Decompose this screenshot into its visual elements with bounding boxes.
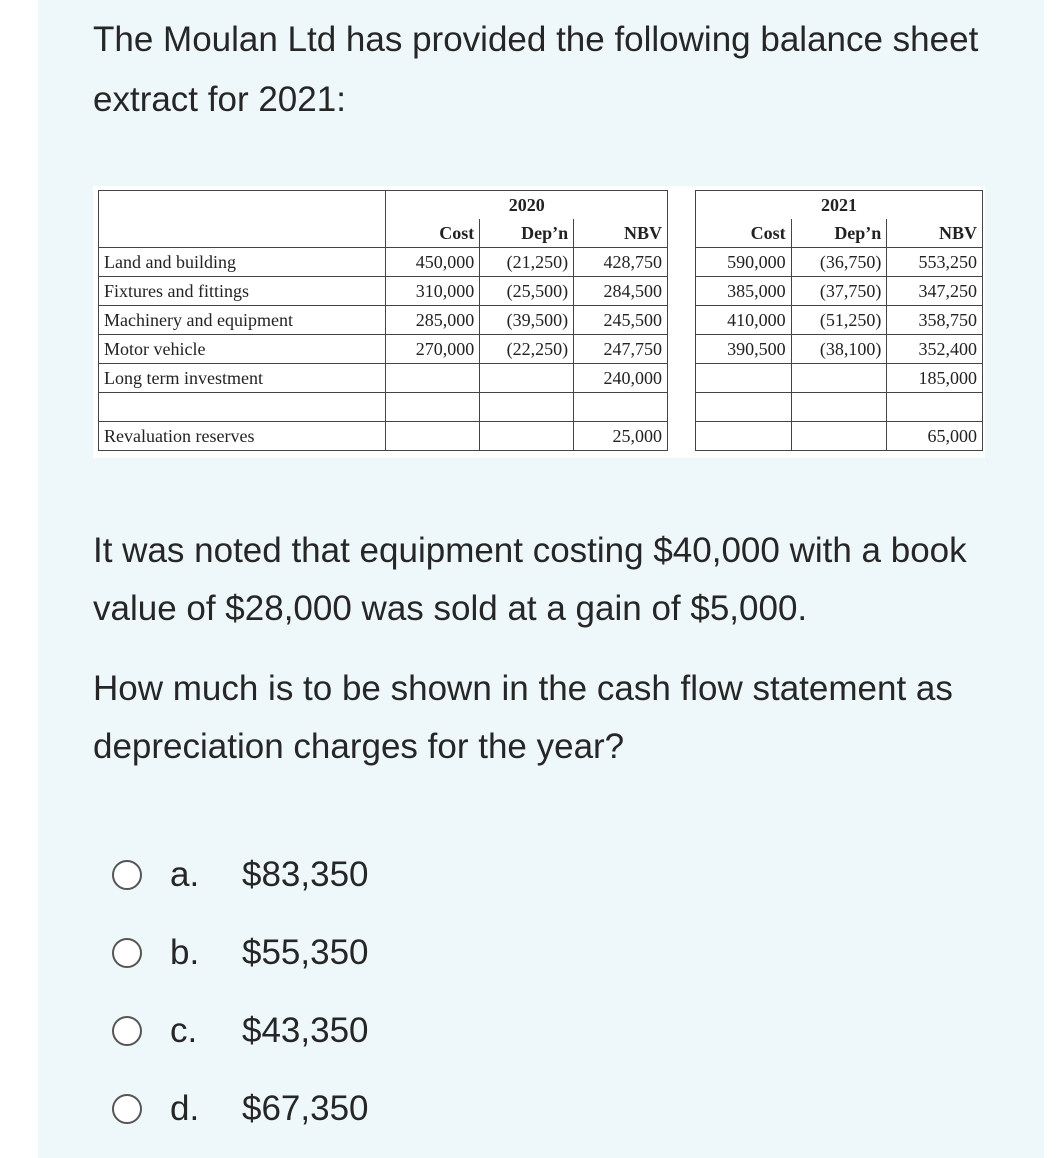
table-row — [99, 422, 668, 451]
depn-2021: (51,250) — [791, 306, 887, 335]
table-row — [696, 277, 983, 306]
col-header-cost: Cost — [386, 219, 480, 248]
table-row-empty — [99, 393, 668, 422]
col-header-cost: Cost — [696, 219, 792, 248]
nbv-2020: 25,000 — [574, 422, 668, 451]
option-letter: d. — [170, 1089, 200, 1128]
year-header-2021: 2021 — [696, 191, 983, 220]
depn-2020: (25,500) — [480, 277, 574, 306]
balance-table-2021 — [695, 190, 983, 451]
col-header-nbv: NBV — [887, 219, 983, 248]
row-label: Motor vehicle — [99, 335, 386, 364]
table-row — [696, 248, 983, 277]
col-header-depn: Dep’n — [480, 219, 574, 248]
option-letter: c. — [170, 1011, 198, 1050]
table-row — [696, 422, 983, 451]
depn-2021 — [791, 364, 887, 393]
nbv-2021: 185,000 — [887, 364, 983, 393]
intro-text: The Moulan Ltd has provided the following balance sheet extract for 2021: — [93, 20, 979, 119]
nbv-2020: 247,750 — [574, 335, 668, 364]
cost-2021: 410,000 — [696, 306, 792, 335]
radio-button[interactable] — [112, 938, 142, 968]
option-letter: a. — [170, 855, 200, 894]
nbv-2021: 553,250 — [887, 248, 983, 277]
col-header-nbv: NBV — [574, 219, 668, 248]
row-label: Land and building — [99, 248, 386, 277]
cost-2021: 390,500 — [696, 335, 792, 364]
table-row — [99, 277, 668, 306]
cost-2020: 450,000 — [386, 248, 480, 277]
nbv-2021: 347,250 — [887, 277, 983, 306]
radio-button[interactable] — [112, 1094, 142, 1124]
table-row — [99, 335, 668, 364]
option-c[interactable] — [112, 1011, 369, 1051]
cost-2021: 590,000 — [696, 248, 792, 277]
option-letter: b. — [170, 933, 200, 972]
balance-sheet-extract — [93, 186, 985, 458]
question-text: How much is to be shown in the cash flow statement as depreciation charges for the year? — [93, 669, 953, 766]
option-a[interactable] — [112, 855, 369, 895]
cost-2020: 285,000 — [386, 306, 480, 335]
row-label: Revaluation reserves — [99, 422, 386, 451]
option-value: $83,350 — [242, 855, 369, 894]
depn-2021: (38,100) — [791, 335, 887, 364]
depn-2020: (22,250) — [480, 335, 574, 364]
depn-2021: (37,750) — [791, 277, 887, 306]
empty-cell — [99, 191, 386, 220]
row-label: Fixtures and fittings — [99, 277, 386, 306]
depn-2020 — [480, 364, 574, 393]
table-row-empty — [696, 393, 983, 422]
cost-2021 — [696, 364, 792, 393]
table-row — [99, 248, 668, 277]
nbv-2020: 240,000 — [574, 364, 668, 393]
empty-cell — [99, 219, 386, 248]
note-text: It was noted that equipment costing $40,000 with a book value of $28,000 was sold at a gain of $5,000. — [93, 531, 967, 628]
cost-2021: 385,000 — [696, 277, 792, 306]
cost-2020: 270,000 — [386, 335, 480, 364]
cost-2020 — [386, 364, 480, 393]
table-row — [696, 306, 983, 335]
option-d[interactable] — [112, 1089, 369, 1129]
table-row — [696, 335, 983, 364]
row-label: Long term investment — [99, 364, 386, 393]
nbv-2021: 65,000 — [887, 422, 983, 451]
option-value: $43,350 — [242, 1011, 369, 1050]
table-row — [696, 364, 983, 393]
nbv-2020: 245,500 — [574, 306, 668, 335]
year-header-2020: 2020 — [386, 191, 668, 220]
depn-2020: (39,500) — [480, 306, 574, 335]
radio-button[interactable] — [112, 1016, 142, 1046]
balance-table-2020 — [98, 190, 668, 451]
nbv-2020: 284,500 — [574, 277, 668, 306]
nbv-2020: 428,750 — [574, 248, 668, 277]
radio-button[interactable] — [112, 860, 142, 890]
row-label: Machinery and equipment — [99, 306, 386, 335]
col-header-depn: Dep’n — [791, 219, 887, 248]
nbv-2021: 352,400 — [887, 335, 983, 364]
nbv-2021: 358,750 — [887, 306, 983, 335]
cost-2020: 310,000 — [386, 277, 480, 306]
depn-2020: (21,250) — [480, 248, 574, 277]
depn-2021: (36,750) — [791, 248, 887, 277]
option-value: $67,350 — [242, 1089, 369, 1128]
table-row — [99, 364, 668, 393]
table-row — [99, 306, 668, 335]
option-value: $55,350 — [242, 933, 369, 972]
option-b[interactable] — [112, 933, 369, 973]
